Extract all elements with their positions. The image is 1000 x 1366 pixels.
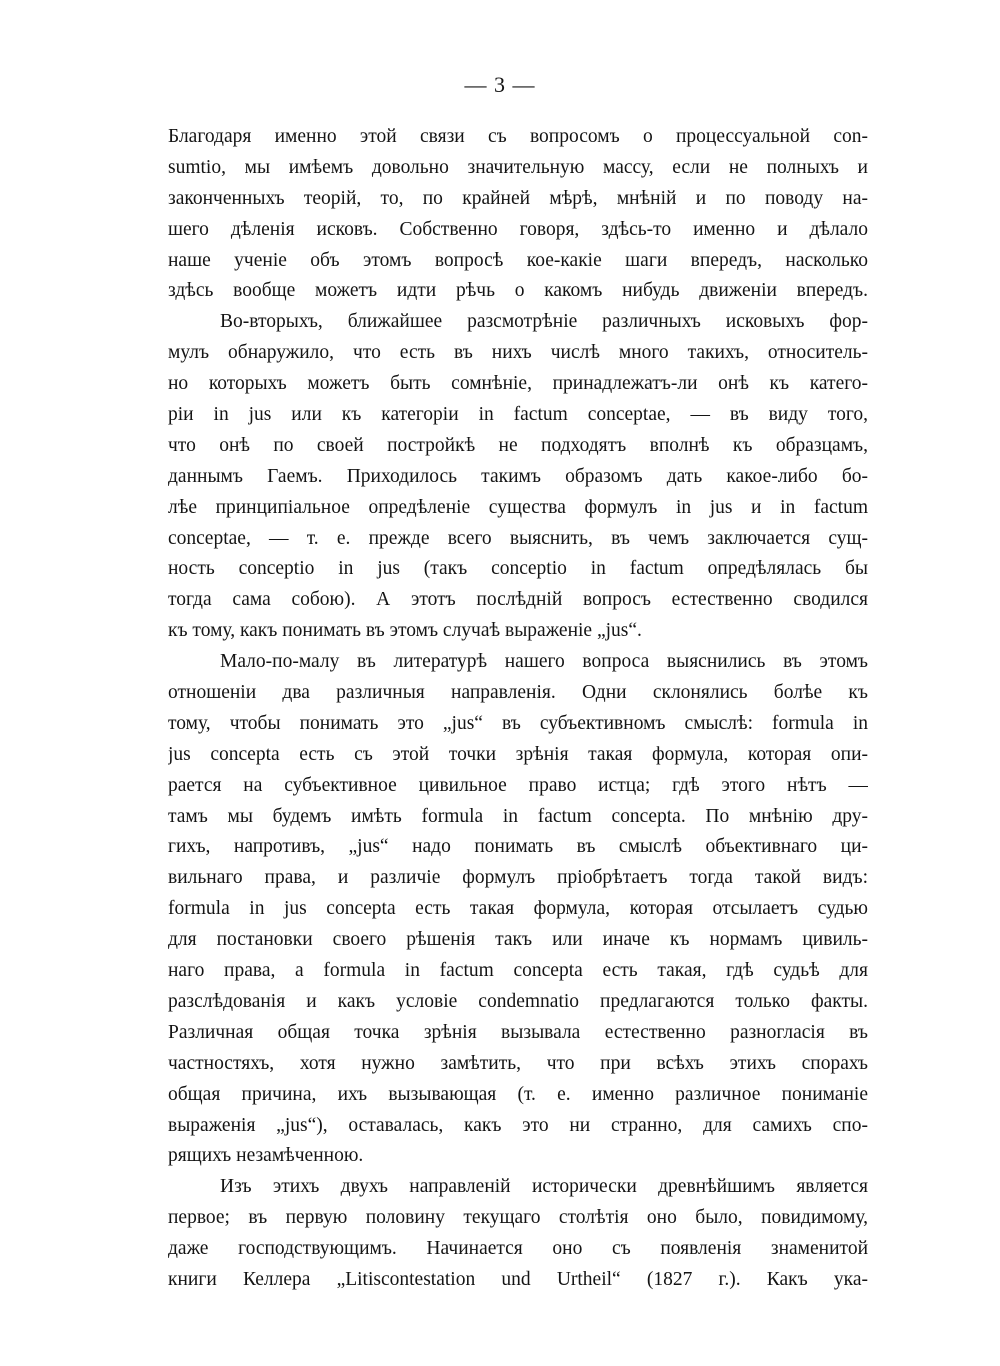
text-line: наго права, а formula in factum concepta есть такая, гдѣ судьѣ для: [168, 960, 868, 982]
text-line: гихъ, напротивъ, „jus“ надо понимать въ смыслѣ объективнаго ци-: [168, 836, 868, 858]
text-line: лѣе принципіальное опредѣленіе существа формулъ in jus и in factum: [168, 496, 868, 518]
text-line: Мало-по-малу въ литературѣ нашего вопроса выяснились въ этомъ: [220, 651, 868, 673]
text-line: но которыхъ можетъ быть сомнѣніе, принадлежатъ-ли онѣ къ катего-: [168, 373, 868, 395]
text-line: jus concepta есть съ этой точки зрѣнія такая формула, которая опи-: [168, 743, 868, 765]
text-line: для постановки своего рѣшенія такъ или иначе къ нормамъ цивиль-: [168, 929, 868, 951]
text-line: общая причина, ихъ вызывающая (т. е. именно различное пониманіе: [168, 1083, 868, 1105]
text-line: тогда сама собою). А этотъ послѣдній вопросъ естественно сводился: [168, 589, 868, 611]
text-line: отношеніи два различныя направленія. Одни склонялись болѣе къ: [168, 682, 868, 704]
text-line: шего дѣленія исковъ. Собственно говоря, здѣсь-то именно и дѣлало: [168, 218, 868, 240]
text-line: ность conceptio in jus (такъ conceptio in factum опредѣлялась бы: [168, 558, 868, 580]
text-line: conceptae, — т. е. прежде всего выяснить, въ чемъ заключается сущ-: [168, 527, 868, 549]
text-line: первое; въ первую половину текущаго столѣтія оно было, повидимому,: [168, 1207, 868, 1229]
body-text: [168, 122, 868, 1296]
text-line: рящихъ незамѣченною.: [168, 1145, 364, 1167]
text-line: частностяхъ, хотя нужно замѣтить, что при всѣхъ этихъ спорахъ: [168, 1052, 868, 1074]
text-line: выраженія „jus“), оставалась, какъ это ни странно, для самихъ спо-: [168, 1114, 868, 1136]
text-line: мулъ обнаружило, что есть въ нихъ числѣ много такихъ, относитель-: [168, 342, 868, 364]
text-line: Различная общая точка зрѣнія вызывала естественно разногласія въ: [168, 1021, 868, 1043]
text-line: разслѣдованія и какъ условіе condemnatio предлагаются только факты.: [168, 990, 868, 1012]
text-line: что онѣ по своей постройкѣ не подходятъ вполнѣ къ образцамъ,: [168, 434, 868, 456]
text-line: даже господствующимъ. Начинается оно съ появленія знаменитой: [168, 1238, 868, 1260]
text-line: Во-вторыхъ, ближайшее разсмотрѣніе различныхъ исковыхъ фор-: [220, 311, 868, 333]
text-line: къ тому, какъ понимать въ этомъ случаѣ выраженіе „jus“.: [168, 620, 642, 642]
text-line: наше ученіе объ этомъ вопросѣ кое-какіе шаги впередъ, насколько: [168, 249, 868, 271]
text-line: книги Келлера „Litiscontestation und Urtheil“ (1827 г.). Какъ ука-: [168, 1268, 868, 1290]
text-line: законченныхъ теорій, то, по крайней мѣрѣ, мнѣній и по поводу на-: [168, 187, 868, 209]
paragraph: [168, 122, 868, 307]
paragraph: [168, 307, 868, 647]
text-line: рается на субъективное цивильное право истца; гдѣ этого нѣтъ —: [168, 774, 868, 796]
text-line: ріи in jus или къ категоріи in factum conceptae, — въ виду того,: [168, 404, 868, 426]
text-line: вильнаго права, и различіе формулъ пріобрѣтаетъ тогда такой видъ:: [168, 867, 868, 889]
text-line: тамъ мы будемъ имѣть formula in factum concepta. По мнѣнію дру-: [168, 805, 868, 827]
paragraph: [168, 1172, 868, 1296]
paragraph: [168, 647, 868, 1172]
text-line: formula in jus concepta есть такая формула, которая отсылаетъ судью: [168, 898, 868, 920]
text-line: тому, чтобы понимать это „jus“ въ субъективномъ смыслѣ: formula in: [168, 712, 868, 734]
text-line: sumtio, мы имѣемъ довольно значительную массу, если не полныхъ и: [168, 156, 868, 178]
text-line: Изъ этихъ двухъ направленій исторически древнѣйшимъ является: [220, 1176, 868, 1198]
text-line: даннымъ Гаемъ. Приходилось такимъ образомъ дать какое-либо бо-: [168, 465, 868, 487]
text-line: здѣсь вообще можетъ идти рѣчь о какомъ нибудь движеніи впередъ.: [168, 280, 868, 302]
text-line: Благодаря именно этой связи съ вопросомъ о процессуальной con-: [168, 126, 868, 147]
page-number: — 3 —: [464, 72, 536, 97]
